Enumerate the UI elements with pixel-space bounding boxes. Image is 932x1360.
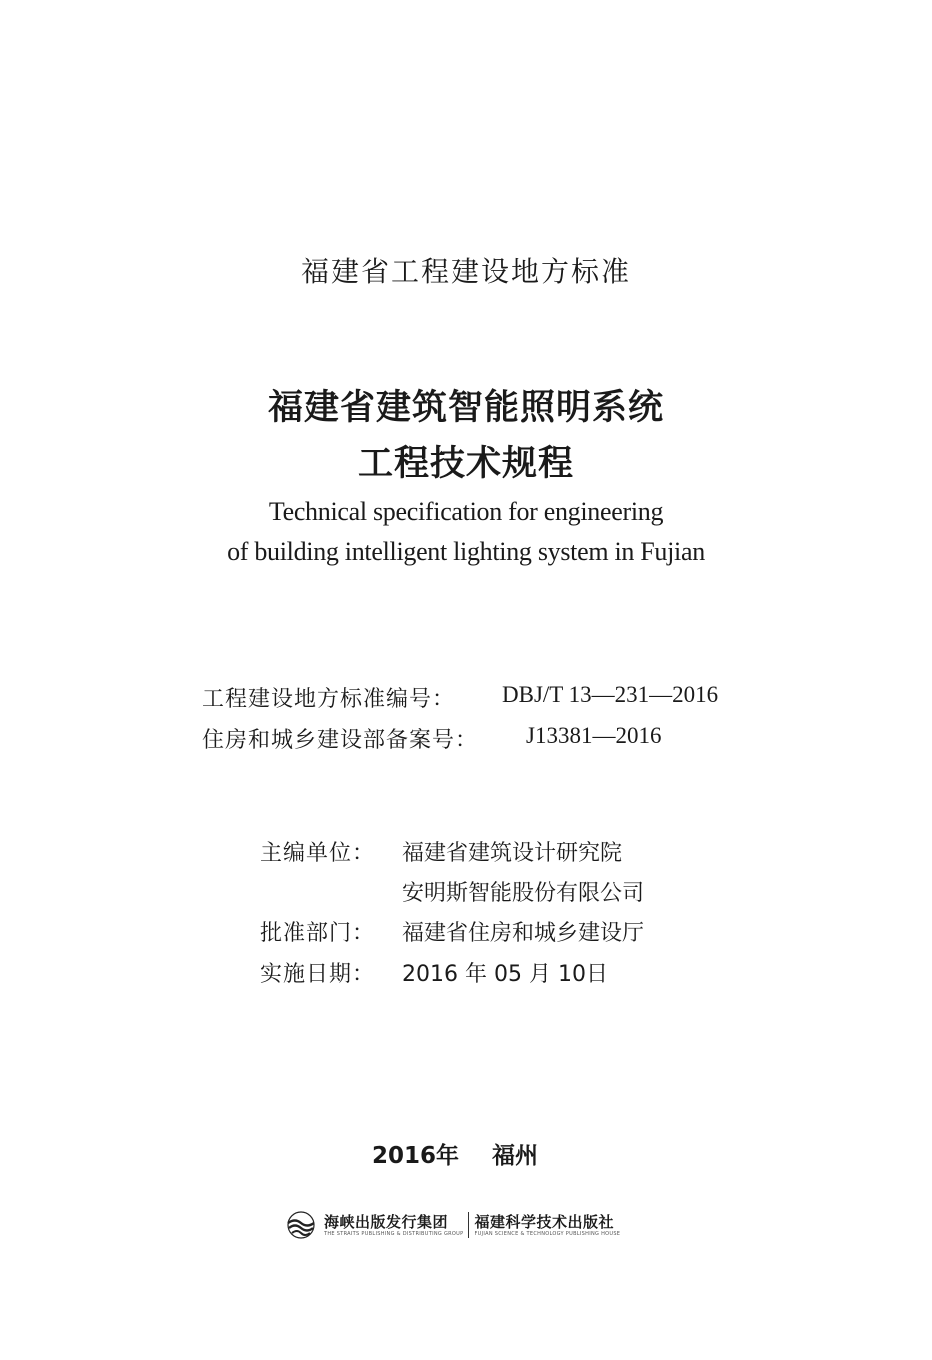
- title-cn-line2: 工程技术规程: [357, 444, 574, 484]
- editor-value-1: 福建省建筑设计研究院: [402, 841, 623, 866]
- publisher-wave-icon: [284, 1210, 318, 1240]
- approver-label: 批准部门：: [260, 921, 376, 946]
- approver-value: 福建省住房和城乡建设厅: [402, 921, 645, 946]
- publish-city: 福州: [492, 1143, 538, 1169]
- standard-number-value: DBJ/T 13—231—2016: [502, 682, 719, 707]
- publisher-group-en: THE STRAITS PUBLISHING & DISTRIBUTING GROUP: [324, 1230, 464, 1237]
- publisher-group-cn: 海峡出版发行集团: [324, 1212, 449, 1231]
- record-number-label: 住房和城乡建设部备案号：: [202, 728, 479, 753]
- editor-value-2: 安明斯智能股份有限公司: [402, 881, 645, 906]
- title-en-line2: of building intelligent lighting system in Fujian: [227, 537, 705, 566]
- record-number-value: J13381—2016: [526, 723, 662, 748]
- standard-number-label: 工程建设地方标准编号：: [202, 687, 456, 712]
- standard-number-row: [202, 682, 455, 713]
- series-title: 福建省工程建设地方标准: [300, 255, 631, 288]
- publisher-divider: [468, 1212, 469, 1238]
- record-number-row: [202, 723, 478, 754]
- publisher-logo-block: [284, 1207, 620, 1243]
- publish-year: 2016年: [372, 1143, 460, 1169]
- publisher-house-en: FUJIAN SCIENCE & TECHNOLOGY PUBLISHING HOUSE: [474, 1230, 621, 1237]
- title-cn-line1: 福建省建筑智能照明系统: [267, 388, 664, 428]
- date-value: 2016 年 05 月 10日: [402, 962, 608, 987]
- title-en-line1: Technical specification for engineering: [268, 497, 664, 526]
- editor-label: 主编单位：: [260, 841, 376, 866]
- publisher-house-cn: 福建科学技术出版社: [474, 1212, 614, 1231]
- date-label: 实施日期：: [260, 962, 376, 987]
